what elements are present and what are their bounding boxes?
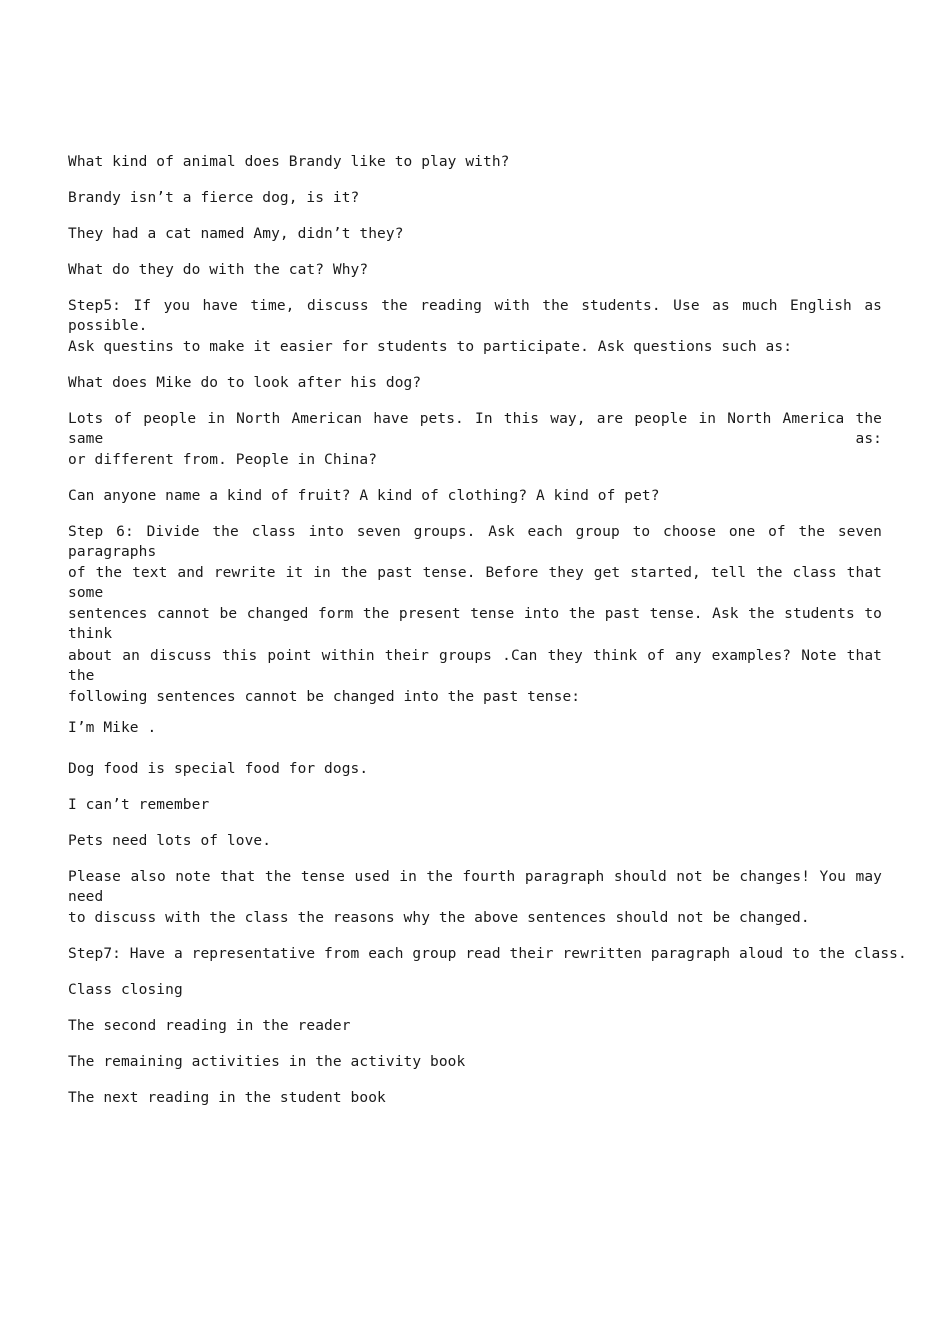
text-line: What do they do with the cat? Why? bbox=[68, 262, 369, 278]
text-line: What kind of animal does Brandy like to play with? bbox=[68, 154, 510, 170]
text-line: of the text and rewrite it in the past tense. Before they get started, tell the class that some bbox=[68, 565, 882, 601]
text-line: I can’t remember bbox=[68, 797, 210, 813]
text-line: Please also note that the tense used in the fourth paragraph should not be changes! You may need bbox=[68, 869, 882, 905]
text-line: Step7: Have a representative from each group read their rewritten paragraph aloud to the class. bbox=[68, 946, 907, 962]
text-line: I’m Mike . bbox=[68, 720, 157, 736]
text-line: The remaining activities in the activity book bbox=[68, 1054, 466, 1070]
text-line: Pets need lots of love. bbox=[68, 833, 272, 849]
text-line: Can anyone name a kind of fruit? A kind of clothing? A kind of pet? bbox=[68, 488, 660, 504]
text-line: The next reading in the student book bbox=[68, 1090, 386, 1106]
text-line: about an discuss this point within their groups .Can they think of any examples? Note that the bbox=[68, 648, 882, 684]
text-line: The second reading in the reader bbox=[68, 1018, 351, 1034]
text-line: What does Mike do to look after his dog? bbox=[68, 375, 422, 391]
text-line: following sentences cannot be changed into the past tense: bbox=[68, 689, 581, 705]
text-line: or different from. People in China? bbox=[68, 452, 378, 468]
text-line: Dog food is special food for dogs. bbox=[68, 761, 369, 777]
text-line: They had a cat named Amy, didn’t they? bbox=[68, 226, 404, 242]
text-line: Lots of people in North American have pets. In this way, are people in North America the same as: bbox=[68, 411, 882, 447]
text-line: Step5: If you have time, discuss the reading with the students. Use as much English as possible. bbox=[68, 298, 882, 334]
text-line: Class closing bbox=[68, 982, 183, 998]
text-line: Ask questins to make it easier for students to participate. Ask questions such as: bbox=[68, 339, 793, 355]
text-line: to discuss with the class the reasons why the above sentences should not be changed. bbox=[68, 910, 810, 926]
text-line: Step 6: Divide the class into seven groups. Ask each group to choose one of the seven paragraphs bbox=[68, 524, 882, 560]
text-line: Brandy isn’t a fierce dog, is it? bbox=[68, 190, 360, 206]
text-line: sentences cannot be changed form the present tense into the past tense. Ask the students to think bbox=[68, 606, 882, 642]
